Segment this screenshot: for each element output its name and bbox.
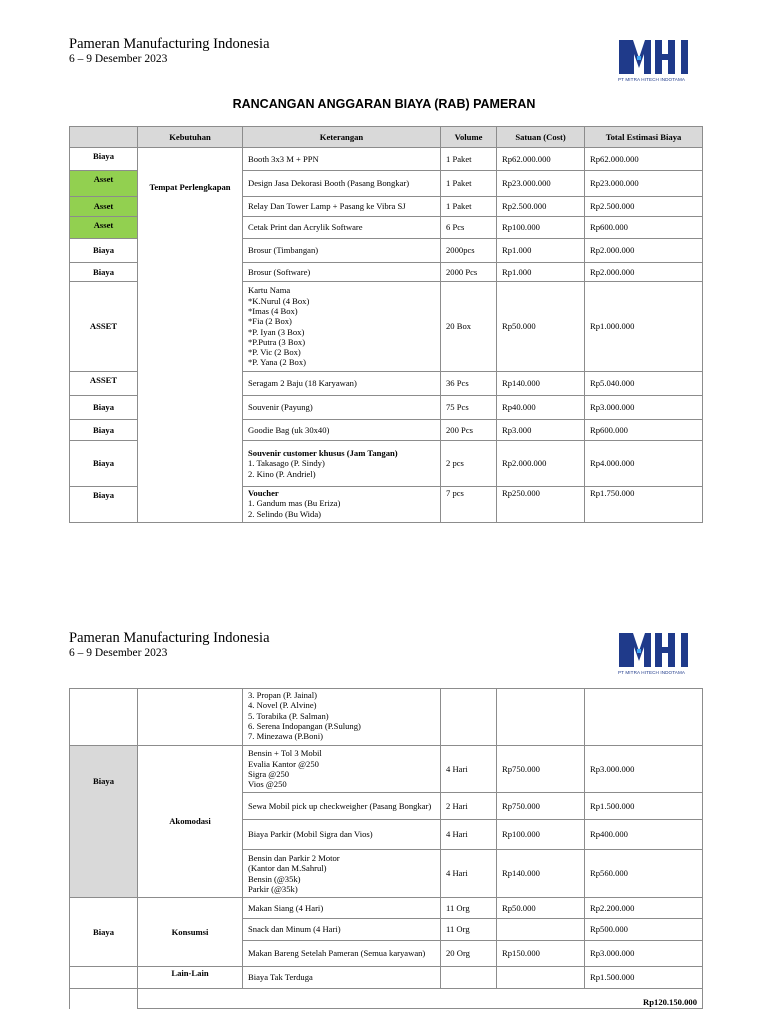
document-title: RANCANGAN ANGGARAN BIAYA (RAB) PAMERAN [232, 97, 536, 111]
total-cell: Rp23.000.000 [585, 171, 703, 197]
col-header-total: Total Estimasi Biaya [585, 127, 703, 148]
volume-cell: 2000pcs [441, 239, 497, 263]
table-row [70, 148, 703, 171]
category-cell: Biaya [70, 420, 138, 441]
table-row [70, 898, 703, 919]
table-header-row [70, 127, 703, 148]
category-cell: Biaya [70, 148, 138, 171]
total-cell: Rp2.200.000 [585, 898, 703, 919]
table-row [70, 689, 703, 746]
keterangan-cell: Brosur (Software) [243, 263, 441, 282]
keterangan-cell: Design Jasa Dekorasi Booth (Pasang Bongkar) [243, 171, 441, 197]
volume-cell: 20 Box [441, 282, 497, 372]
grand-total-value: Rp120.150.000 [138, 989, 703, 1009]
company-logo [618, 631, 698, 679]
category-cell: Biaya [70, 239, 138, 263]
keterangan-cell: Bensin + Tol 3 Mobil Evalia Kantor @250 Sigra @250 Vios @250 [243, 746, 441, 793]
keterangan-cell: Brosur (Timbangan) [243, 239, 441, 263]
total-cell: Rp4.000.000 [585, 441, 703, 487]
keterangan-cell: Makan Bareng Setelah Pameran (Semua karyawan) [243, 941, 441, 967]
volume-cell: 1 Paket [441, 197, 497, 217]
keterangan-cell: Snack dan Minum (4 Hari) [243, 919, 441, 941]
total-cell: Rp3.000.000 [585, 396, 703, 420]
col-header-category [70, 127, 138, 148]
keterangan-cell: Relay Dan Tower Lamp + Pasang ke Vibra SJ [243, 197, 441, 217]
category-cell: Biaya [70, 898, 138, 967]
satuan-cell: Rp2.000.000 [497, 441, 585, 487]
event-title: Pameran Manufacturing Indonesia [69, 630, 270, 646]
satuan-cell: Rp150.000 [497, 941, 585, 967]
keterangan-cell: Makan Siang (4 Hari) [243, 898, 441, 919]
category-cell [70, 689, 138, 746]
col-header-satuan: Satuan (Cost) [497, 127, 585, 148]
category-cell: Asset [70, 217, 138, 239]
satuan-cell: Rp2.500.000 [497, 197, 585, 217]
satuan-cell: Rp140.000 [497, 372, 585, 396]
keterangan-cell: Bensin dan Parkir 2 Motor (Kantor dan M.Sahrul) Bensin (@35k) Parkir (@35k) [243, 850, 441, 898]
keterangan-cell: Biaya Tak Terduga [243, 967, 441, 989]
budget-table-page1 [69, 126, 703, 523]
category-cell: Biaya [70, 487, 138, 523]
satuan-cell: Rp23.000.000 [497, 171, 585, 197]
volume-cell: 4 Hari [441, 850, 497, 898]
satuan-cell: Rp1.000 [497, 239, 585, 263]
volume-cell [441, 967, 497, 989]
category-cell: ASSET [70, 372, 138, 396]
keterangan-cell: Kartu Nama *K.Nurul (4 Box) *Imas (4 Box) *Fia (2 Box) *P. Iyan (3 Box) *P.Putra (3 Box) *P. Vic (2 Box) *P. Yana (2 Box) [243, 282, 441, 372]
total-cell: Rp600.000 [585, 217, 703, 239]
total-cell: Rp1.500.000 [585, 793, 703, 820]
keterangan-cell: Booth 3x3 M + PPN [243, 148, 441, 171]
volume-cell [441, 689, 497, 746]
keterangan-cell: Sewa Mobil pick up checkweigher (Pasang Bongkar) [243, 793, 441, 820]
satuan-cell: Rp100.000 [497, 820, 585, 850]
satuan-cell: Rp62.000.000 [497, 148, 585, 171]
volume-cell: 4 Hari [441, 820, 497, 850]
category-cell [70, 989, 138, 1009]
satuan-cell: Rp1.000 [497, 263, 585, 282]
keterangan-heading: Souvenir customer khusus (Jam Tangan) [248, 448, 398, 459]
total-cell: Rp1.500.000 [585, 967, 703, 989]
company-logo [618, 38, 698, 86]
volume-cell: 11 Org [441, 919, 497, 941]
satuan-cell: Rp750.000 [497, 746, 585, 793]
volume-cell: 75 Pcs [441, 396, 497, 420]
volume-cell: 4 Hari [441, 746, 497, 793]
satuan-cell: Rp750.000 [497, 793, 585, 820]
volume-cell: 1 Paket [441, 171, 497, 197]
category-cell: Asset [70, 197, 138, 217]
total-cell: Rp400.000 [585, 820, 703, 850]
volume-cell: 2 Hari [441, 793, 497, 820]
satuan-cell [497, 919, 585, 941]
keterangan-cell: Cetak Print dan Acrylik Software [243, 217, 441, 239]
category-cell: Biaya [70, 396, 138, 420]
kebutuhan-cell: Konsumsi [138, 898, 243, 967]
total-cell: Rp600.000 [585, 420, 703, 441]
table-row [70, 746, 703, 793]
total-cell: Rp3.000.000 [585, 746, 703, 793]
satuan-cell: Rp140.000 [497, 850, 585, 898]
satuan-cell: Rp100.000 [497, 217, 585, 239]
total-cell [585, 689, 703, 746]
total-cell: Rp1.000.000 [585, 282, 703, 372]
event-date: 6 – 9 Desember 2023 [69, 53, 168, 65]
total-cell: Rp500.000 [585, 919, 703, 941]
total-cell: Rp62.000.000 [585, 148, 703, 171]
page1-header [69, 36, 270, 66]
volume-cell: 11 Org [441, 898, 497, 919]
total-cell: Rp3.000.000 [585, 941, 703, 967]
volume-cell: 2000 Pcs [441, 263, 497, 282]
total-cell: Rp560.000 [585, 850, 703, 898]
satuan-cell: Rp50.000 [497, 898, 585, 919]
satuan-cell [497, 689, 585, 746]
category-cell: Asset [70, 171, 138, 197]
volume-cell: 1 Paket [441, 148, 497, 171]
volume-cell: 6 Pcs [441, 217, 497, 239]
kebutuhan-cell: Tempat Perlengkapan [138, 148, 243, 523]
volume-cell: 36 Pcs [441, 372, 497, 396]
total-cell: Rp2.500.000 [585, 197, 703, 217]
volume-cell: 20 Org [441, 941, 497, 967]
event-title: Pameran Manufacturing Indonesia [69, 36, 270, 52]
category-cell: Biaya [70, 263, 138, 282]
keterangan-cell: Biaya Parkir (Mobil Sigra dan Vios) [243, 820, 441, 850]
budget-table-page2 [69, 688, 703, 1009]
total-cell: Rp1.750.000 [585, 487, 703, 523]
event-date: 6 – 9 Desember 2023 [69, 647, 168, 659]
keterangan-cell [243, 441, 441, 487]
page2-header [69, 630, 270, 660]
satuan-cell [497, 967, 585, 989]
grand-total-row [70, 989, 703, 1009]
kebutuhan-cell: Akomodasi [138, 746, 243, 898]
total-cell: Rp2.000.000 [585, 239, 703, 263]
col-header-volume: Volume [441, 127, 497, 148]
volume-cell: 2 pcs [441, 441, 497, 487]
kebutuhan-cell [138, 689, 243, 746]
satuan-cell: Rp3.000 [497, 420, 585, 441]
category-cell: ASSET [70, 282, 138, 372]
keterangan-cell: Seragam 2 Baju (18 Karyawan) [243, 372, 441, 396]
keterangan-list: 1. Gandum mas (Bu Eriza) 2. Selindo (Bu Wida) [248, 498, 341, 519]
satuan-cell: Rp250.000 [497, 487, 585, 523]
keterangan-cell: Goodie Bag (uk 30x40) [243, 420, 441, 441]
category-cell: Biaya [70, 746, 138, 898]
keterangan-list: 1. Takasago (P. Sindy) 2. Kino (P. Andriel) [248, 458, 325, 479]
volume-cell: 7 pcs [441, 487, 497, 523]
keterangan-cell: 3. Propan (P. Jainal) 4. Novel (P. Alvine) 5. Torabika (P. Salman) 6. Serena Indopangan (P.Sulung) 7. Minezawa (P.Boni) [243, 689, 441, 746]
keterangan-cell: Souvenir (Payung) [243, 396, 441, 420]
category-cell: Biaya [70, 441, 138, 487]
keterangan-cell [243, 487, 441, 523]
total-cell: Rp2.000.000 [585, 263, 703, 282]
col-header-keterangan: Keterangan [243, 127, 441, 148]
keterangan-heading: Voucher [248, 488, 279, 498]
col-header-kebutuhan: Kebutuhan [138, 127, 243, 148]
category-cell [70, 967, 138, 989]
satuan-cell: Rp50.000 [497, 282, 585, 372]
logo-subtitle: PT MITRA HITECH INDOTAMA [618, 670, 686, 675]
kebutuhan-cell: Lain-Lain [138, 967, 243, 989]
volume-cell: 200 Pcs [441, 420, 497, 441]
total-cell: Rp5.040.000 [585, 372, 703, 396]
logo-subtitle: PT MITRA HITECH INDOTAMA [618, 77, 686, 82]
satuan-cell: Rp40.000 [497, 396, 585, 420]
table-row [70, 967, 703, 989]
